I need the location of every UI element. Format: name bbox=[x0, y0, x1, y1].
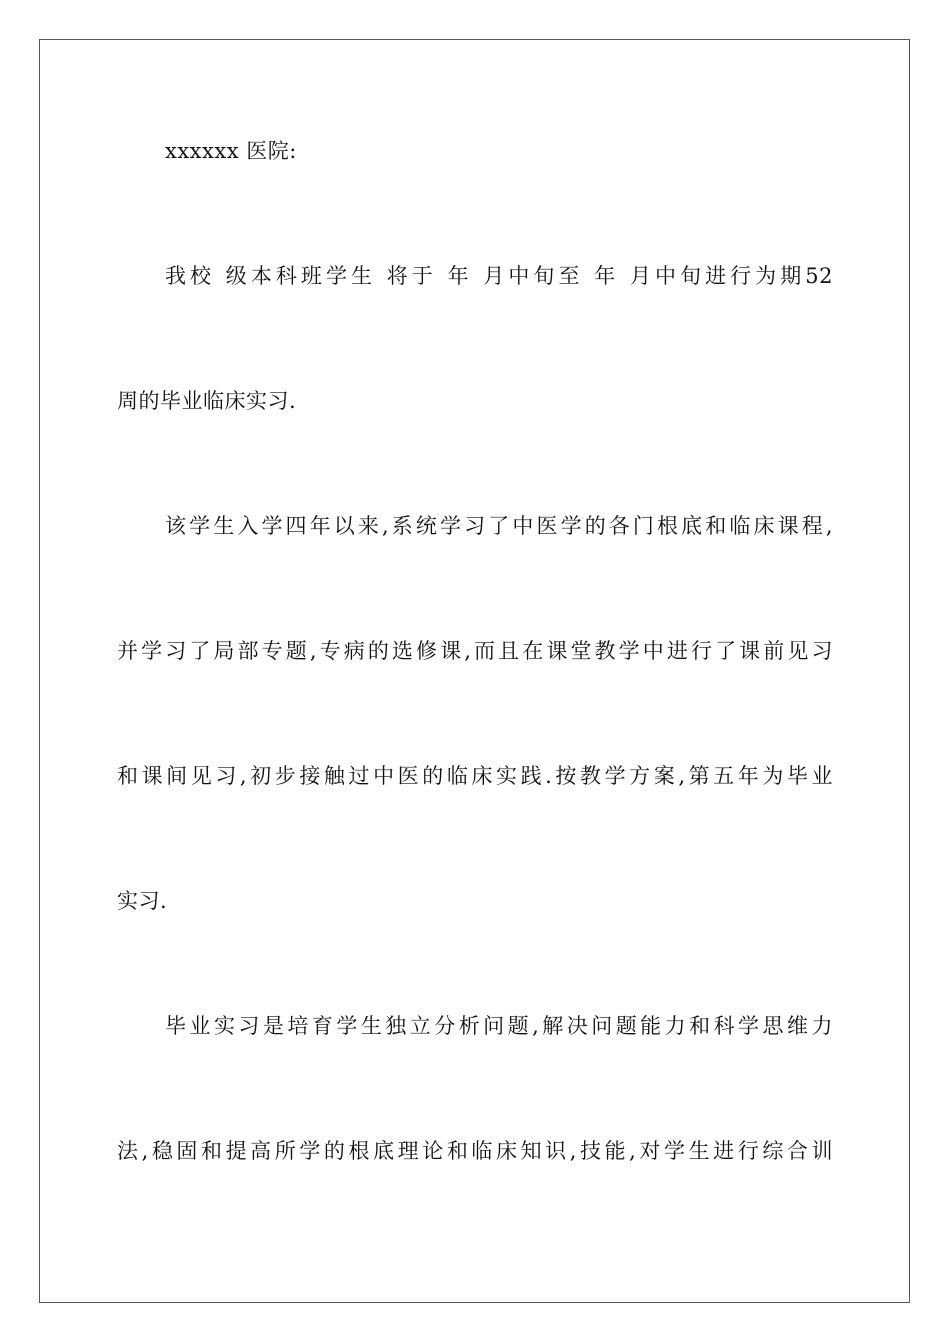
paragraph-line: 实习. bbox=[117, 889, 168, 913]
paragraph-line: 毕业实习是培育学生独立分析问题,解决问题能力和科学思维力 bbox=[165, 1014, 833, 1038]
paragraph-line: 周的毕业临床实习. bbox=[117, 389, 297, 413]
paragraph-line: 我校 级本科班学生 将于 年 月中旬至 年 月中旬进行为期52 bbox=[165, 264, 833, 288]
salutation: xxxxxx 医院: bbox=[165, 139, 297, 163]
paragraph-line: 该学生入学四年以来,系统学习了中医学的各门根底和临床课程, bbox=[165, 514, 833, 538]
page-border bbox=[39, 39, 910, 1303]
paragraph-line: 并学习了局部专题,专病的选修课,而且在课堂教学中进行了课前见习 bbox=[117, 639, 833, 663]
paragraph-line: 和课间见习,初步接触过中医的临床实践.按教学方案,第五年为毕业 bbox=[117, 764, 833, 788]
paragraph-line: 法,稳固和提高所学的根底理论和临床知识,技能,对学生进行综合训 bbox=[117, 1139, 833, 1163]
